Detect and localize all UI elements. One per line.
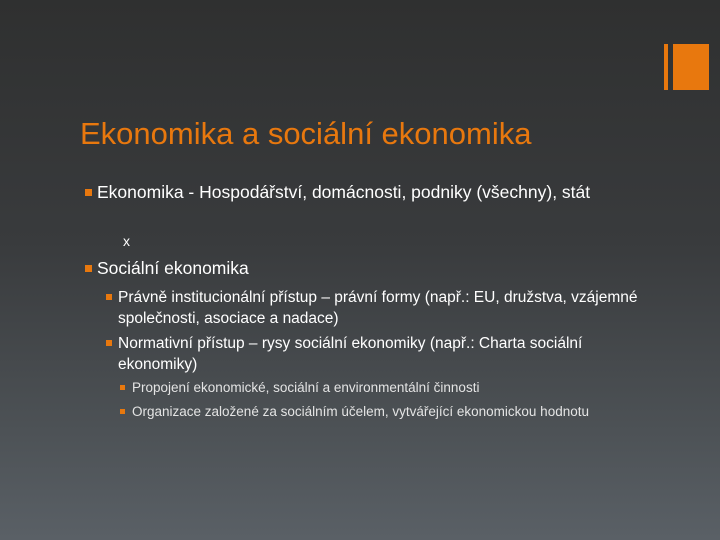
bullet-text: Organizace založené za sociálním účelem, vytvářející ekonomickou hodnotu (132, 404, 589, 419)
square-bullet-icon (120, 385, 125, 390)
bullet-text: Právně institucionální přístup – právní formy (např.: EU, družstva, vzájemné společnosti, asociace a nadace) (118, 289, 638, 327)
accent-bar-thin (664, 44, 668, 90)
bullet-text: Propojení ekonomické, sociální a environmentální činnosti (132, 380, 480, 395)
square-bullet-icon (85, 265, 92, 272)
accent-bar-thick (673, 44, 709, 90)
square-bullet-icon (120, 409, 125, 414)
bullet-text: Normativní přístup – rysy sociální ekonomiky (např.: Charta sociální ekonomiky) (118, 335, 583, 373)
square-bullet-icon (85, 189, 92, 196)
bullet-text: Sociální ekonomika (97, 258, 249, 278)
square-bullet-icon (106, 340, 112, 346)
bullet-text: Ekonomika - Hospodářství, domácnosti, podniky (všechny), stát (97, 182, 591, 202)
square-bullet-icon (106, 294, 112, 300)
slide-title: Ekonomika a sociální ekonomika (80, 116, 532, 151)
separator-text: x (123, 233, 130, 249)
